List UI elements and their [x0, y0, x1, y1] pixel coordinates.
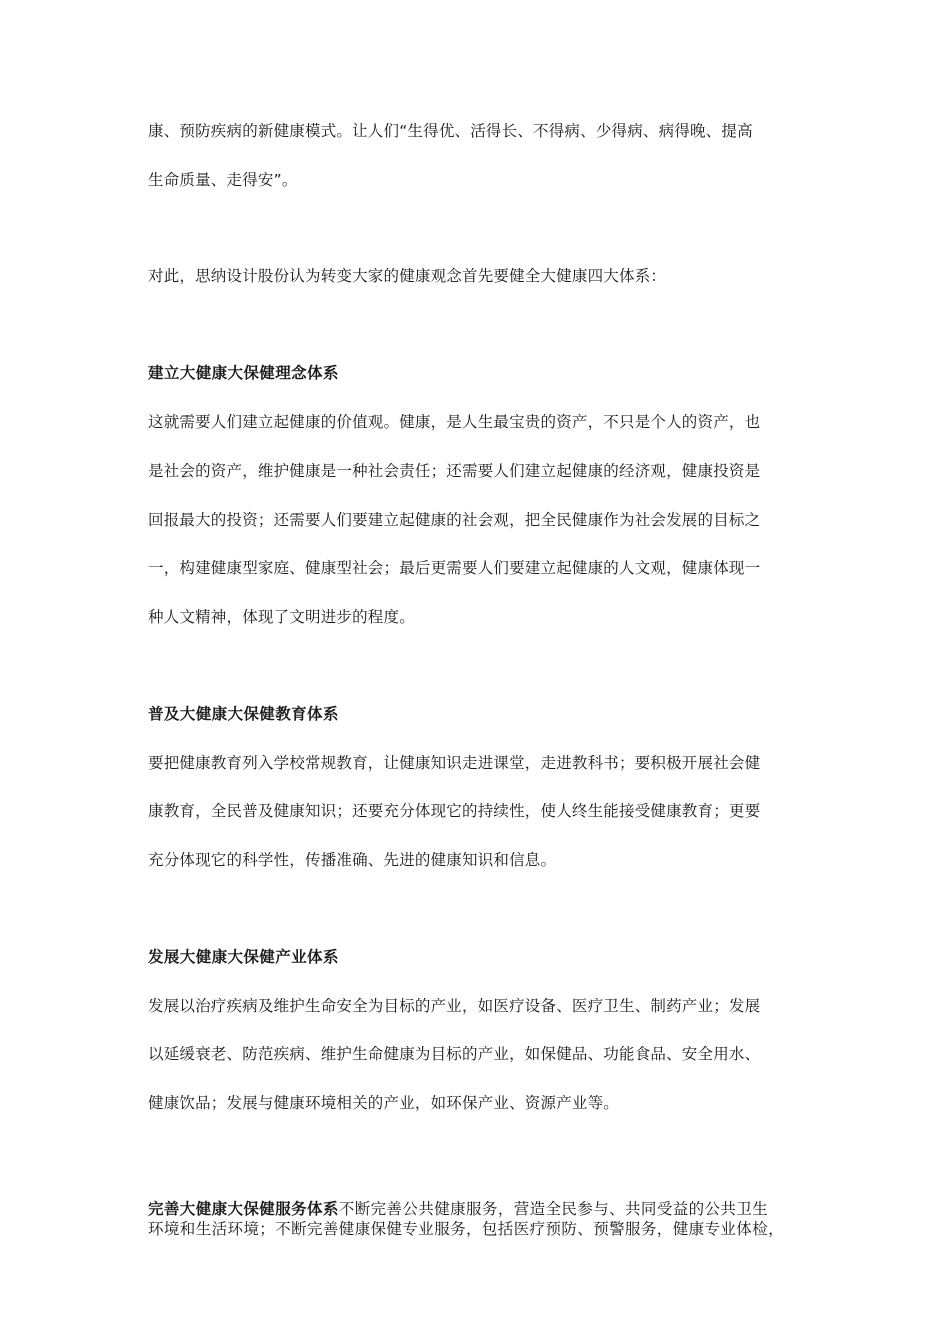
section-concept-line-4: 一，构建健康型家庭、健康型社会；最后更需要人们要建立起健康的人文观，健康体现一 — [148, 559, 761, 577]
intro-line-1: 康、预防疾病的新健康模式。让人们“生得优、活得长、不得病、少得病、病得晚、提高 — [148, 122, 753, 140]
section-education-line-3: 充分体现它的科学性，传播准确、先进的健康知识和信息。 — [148, 851, 557, 869]
section-concept-line-5: 种人文精神，体现了文明进步的程度。 — [148, 608, 415, 626]
section-education-line-2: 康教育，全民普及健康知识；还要充分体现它的持续性，使人终生能接受健康教育；更要 — [148, 802, 761, 820]
section-industry-line-2: 以延缓衰老、防范疾病、维护生命健康为目标的产业，如保健品、功能食品、安全用水、 — [148, 1045, 761, 1063]
section-service-line-2: 环境和生活环境；不断完善健康保健专业服务，包括医疗预防、预警服务，健康专业体检， — [148, 1220, 785, 1238]
section-service-line-1 — [148, 1199, 812, 1219]
section-service — [148, 1199, 812, 1239]
section-concept-line-2: 是社会的资产，维护健康是一种社会责任；还需要人们建立起健康的经济观，健康投资是 — [148, 462, 761, 480]
section-heading-service: 完善大健康大保健服务体系 — [148, 1200, 339, 1218]
intro-line-2: 生命质量、走得安”。 — [148, 171, 298, 189]
section-industry-line-3: 健康饮品；发展与健康环境相关的产业，如环保产业、资源产业等。 — [148, 1094, 620, 1112]
section-heading-concept: 建立大健康大保健理念体系 — [148, 364, 339, 382]
section-concept-line-1: 这就需要人们建立起健康的价值观。健康，是人生最宝贵的资产，不只是个人的资产，也 — [148, 413, 761, 431]
section-concept-line-3: 回报最大的投资；还需要人们要建立起健康的社会观，把全民健康作为社会发展的目标之 — [148, 511, 761, 529]
section-education-line-1: 要把健康教育列入学校常规教育，让健康知识走进课堂，走进教科书；要积极开展社会健 — [148, 754, 761, 772]
section-industry-line-1: 发展以治疗疾病及维护生命安全为目标的产业，如医疗设备、医疗卫生、制药产业；发展 — [148, 997, 761, 1015]
section-heading-education: 普及大健康大保健教育体系 — [148, 705, 339, 723]
lead-paragraph: 对此，思纳设计股份认为转变大家的健康观念首先要健全大健康四大体系： — [148, 267, 667, 285]
section-heading-industry: 发展大健康大保健产业体系 — [148, 948, 339, 966]
section-service-line-1-text: 不断完善公共健康服务，营造全民参与、共同受益的公共卫生 — [338, 1200, 769, 1218]
